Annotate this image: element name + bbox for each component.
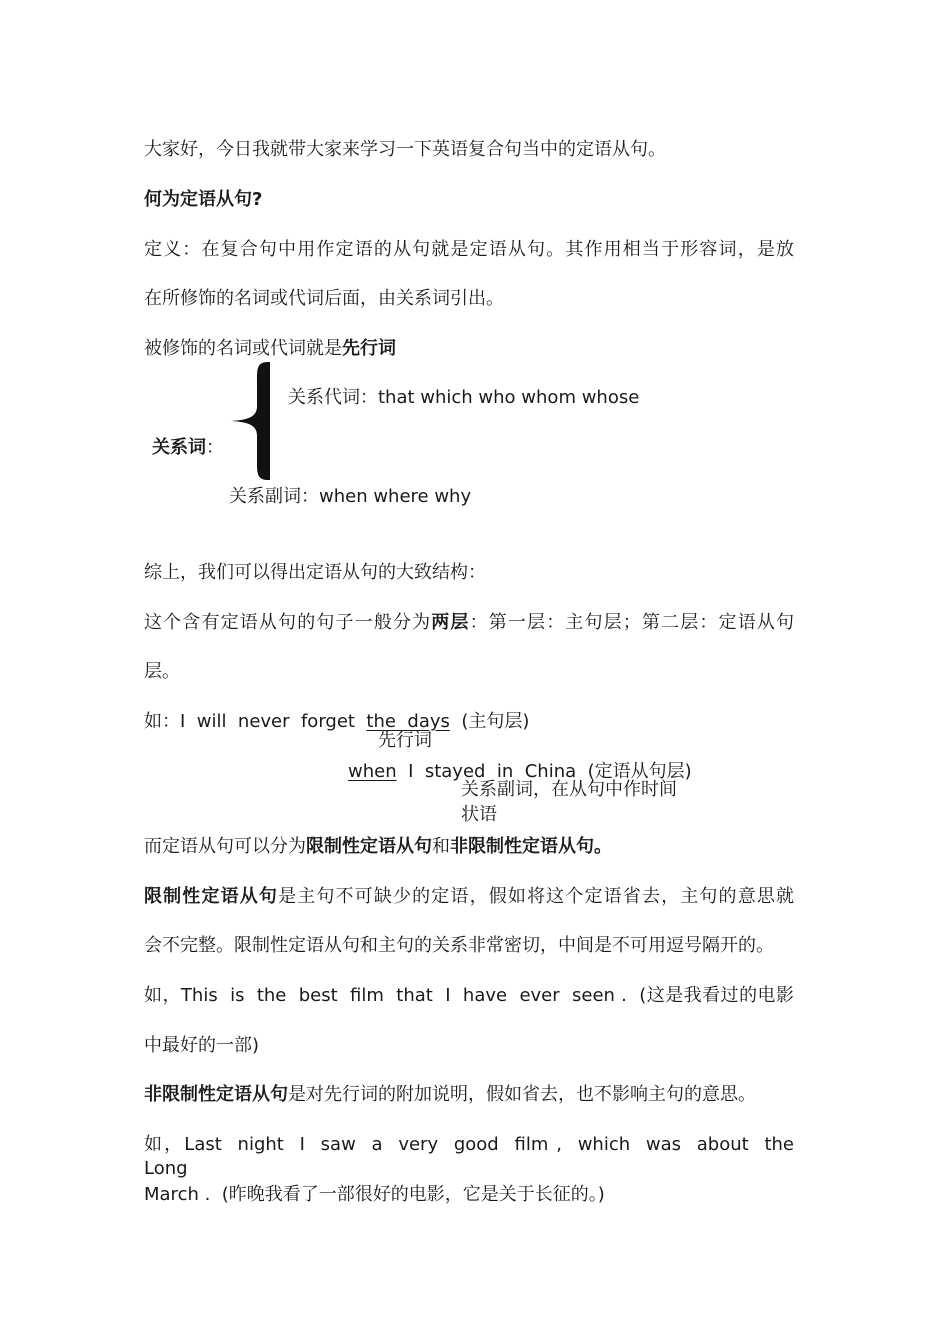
intro-text: 大家好，今日我就带大家来学习一下英语复合句当中的定语从句。 — [144, 139, 666, 160]
relative-pronouns: 关系代词：that which who whom whose — [288, 387, 640, 408]
definition-line-1: 定义：在复合句中用作定语的从句就是定语从句。其作用相当于形容词，是放 — [144, 239, 794, 260]
nonrestrictive-line-1: 非限制性定语从句是对先行词的附加说明，假如省去，也不影响主句的意思。 — [144, 1084, 756, 1105]
summary-text: 综上，我们可以得出定语从句的大致结构： — [144, 562, 486, 583]
relative-adverbs: 关系副词：when where why — [229, 486, 472, 507]
layers-line-1: 这个含有定语从句的句子一般分为两层：第一层：主句层；第二层：定语从句 — [144, 612, 795, 633]
nonrestrictive-example-1: 如，Last night I saw a very good film , which was about the Long — [144, 1134, 806, 1179]
antecedent-definition: 被修饰的名词或代词就是先行词 — [144, 338, 396, 359]
example-main-clause: 如：I will never forget the days (主句层) — [144, 711, 530, 732]
relatives-label: 关系词： — [152, 437, 224, 458]
layers-line-2: 层。 — [144, 661, 180, 682]
restrictive-line-1: 限制性定语从句是主句不可缺少的定语，假如将这个定语省去，主句的意思就 — [144, 886, 794, 907]
restrictive-line-2: 会不完整。限制性定语从句和主句的关系非常密切，中间是不可用逗号隔开的。 — [144, 935, 774, 956]
antecedent-note: 先行词 — [378, 730, 432, 751]
restrictive-example-2: 中最好的一部) — [144, 1035, 260, 1056]
brace-icon — [226, 360, 272, 482]
definition-line-2: 在所修饰的名词或代词后面，由关系词引出。 — [144, 288, 504, 309]
example-relative-clause: when I stayed in China (定语从句层) — [348, 761, 692, 781]
underlined-antecedent: the days — [366, 711, 450, 732]
relative-word: when — [348, 761, 397, 781]
relative-adverb-note-2: 状语 — [461, 804, 497, 825]
nonrestrictive-example-2: March . (昨晚我看了一部很好的电影，它是关于长征的。) — [144, 1184, 605, 1205]
types-text: 而定语从句可以分为限制性定语从句和非限制性定语从句。 — [144, 836, 612, 857]
section-heading: 何为定语从句? — [144, 189, 263, 210]
restrictive-example-1: 如，This is the best film that I have ever seen . (这是我看过的电影 — [144, 985, 794, 1006]
relative-adverb-note-1: 关系副词，在从句中作时间 — [461, 779, 677, 800]
